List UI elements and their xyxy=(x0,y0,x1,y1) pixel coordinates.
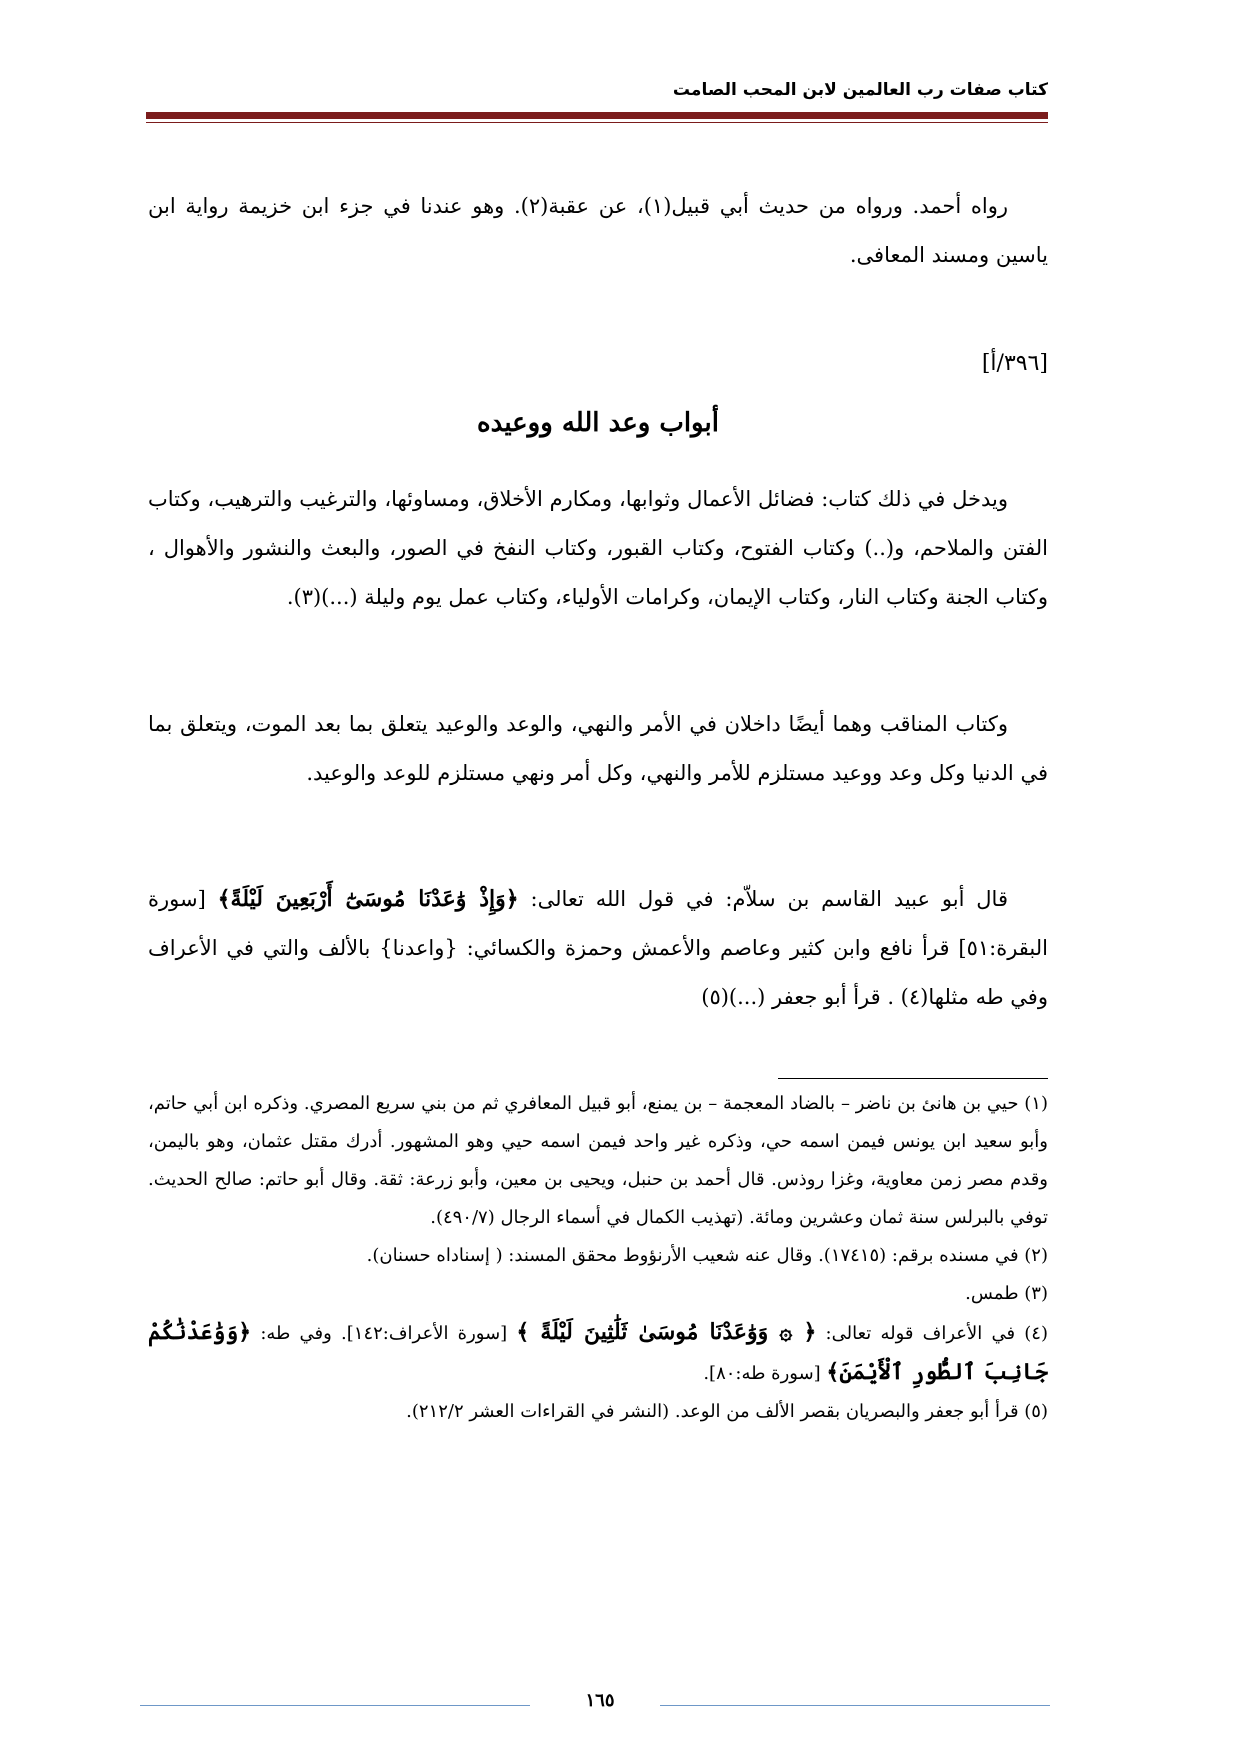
paragraph-2 xyxy=(148,475,1048,675)
page-number: ١٦٥ xyxy=(585,1690,615,1711)
paragraph-3-text: وكتاب المناقب وهما أيضًا داخلان في الأمر والنهي، والوعد والوعيد يتعلق بما بعد الموت، ويتعلق بما في الدنيا وكل وعد ووعيد مستلزم للأمر والنهي، وكل أمر ونهي مستلزم للوعد والوعيد. xyxy=(148,712,1048,785)
footnote-1: (١) حيي بن هانئ بن ناضر – بالضاد المعجمة – بن يمنع، أبو قبيل المعافري ثم من بني سريع المصري. وذكره ابن أبي حاتم، وأبو سعيد ابن يونس فيمن اسمه حي، وذكره غير واحد فيمن اسمه حيي وهو المشهور. أدرك مقتل عثمان، وهو باليمن، وقدم مصر زمن معاوية، وغزا روذس. قال أحمد بن حنبل، ويحيى بن معين، وأبو زرعة: ثقة. وقال أبو حاتم: صالح الحديث. توفي بالبرلس سنة ثمان وعشرين ومائة. (تهذيب الكمال في أسماء الرجال (٤٩٠/٧). xyxy=(148,1093,1048,1228)
footer-rule-right xyxy=(660,1705,1050,1706)
footnotes xyxy=(148,1085,1048,1431)
paragraph-4-rest: [سورة البقرة:٥١] قرأ نافع وابن كثير وعاصم والأعمش وحمزة والكسائي: {واعدنا} بالألف والتي في الأعراف وفي طه مثلها(٤) . قرأ أبو جعفر (...)(٥) xyxy=(148,887,1048,1009)
footnote-4-mid: [سورة الأعراف:١٤٢]. وفي طه: xyxy=(251,1323,517,1344)
paragraph-1 xyxy=(148,182,1048,282)
quran-verse: ﴿وَوَٰعَدْنَٰكُمْ جَانِبَ ٱلطُّورِ ٱلْأَيْمَنَ﴾ xyxy=(148,1319,1048,1385)
footnote-4-end: [سورة طه:٨٠]. xyxy=(703,1363,827,1384)
quran-verse: ﴿وَإِذْ وَٰعَدْنَا مُوسَىٰٓ أَرْبَعِينَ لَيْلَةً﴾ xyxy=(217,886,519,912)
running-header-title: كتاب صفات رب العالمين لابن المحب الصامت xyxy=(672,80,1048,100)
folio-reference: [٣٩٦/أ] xyxy=(981,351,1048,376)
paragraph-1-text: رواه أحمد. ورواه من حديث أبي قبيل(١)، عن عقبة(٢). وهو عندنا في جزء ابن خزيمة رواية ابن ياسين ومسند المعافى. xyxy=(148,194,1048,267)
section-heading: أبواب وعد الله ووعيده xyxy=(477,408,719,438)
footnote-2: (٢) في مسنده برقم: (١٧٤١٥). وقال عنه شعيب الأرنؤوط محقق المسند: ( إسناداه حسنان). xyxy=(366,1245,1048,1266)
footnote-4-intro: (٤) في الأعراف قوله تعالى: xyxy=(816,1323,1048,1344)
paragraph-4-intro: قال أبو عبيد القاسم بن سلاّم: في قول الله تعالى: xyxy=(518,887,1008,911)
header-rule-thin xyxy=(146,122,1048,123)
footnote-4 xyxy=(148,1313,1048,1393)
footnote-5: (٥) قرأ أبو جعفر والبصريان بقصر الألف من الوعد. (النشر في القراءات العشر ٢١٢/٢). xyxy=(406,1401,1048,1422)
paragraph-2-text: ويدخل في ذلك كتاب: فضائل الأعمال وثوابها، ومكارم الأخلاق، ومساوئها، والترغيب والترهيب، وكتاب الفتن والملاحم، و(..) وكتاب الفتوح، وكتاب القبور، وكتاب النفخ في الصور، والبعث والنشور والأهوال ، وكتاب الجنة وكتاب النار، وكتاب الإيمان، وكرامات الأولياء، وكتاب عمل يوم وليلة (...)(٣). xyxy=(148,487,1048,609)
footnote-divider xyxy=(778,1078,1048,1079)
header-rule xyxy=(146,112,1048,119)
paragraph-3 xyxy=(148,700,1048,850)
quran-verse: ﴿ ۞ وَوَٰعَدْنَا مُوسَىٰ ثَلَٰثِينَ لَيْلَةً ﴾ xyxy=(516,1319,817,1345)
footnote-3: (٣) طمس. xyxy=(965,1283,1048,1304)
footer-rule-left xyxy=(140,1705,530,1706)
paragraph-4 xyxy=(148,875,1048,1025)
